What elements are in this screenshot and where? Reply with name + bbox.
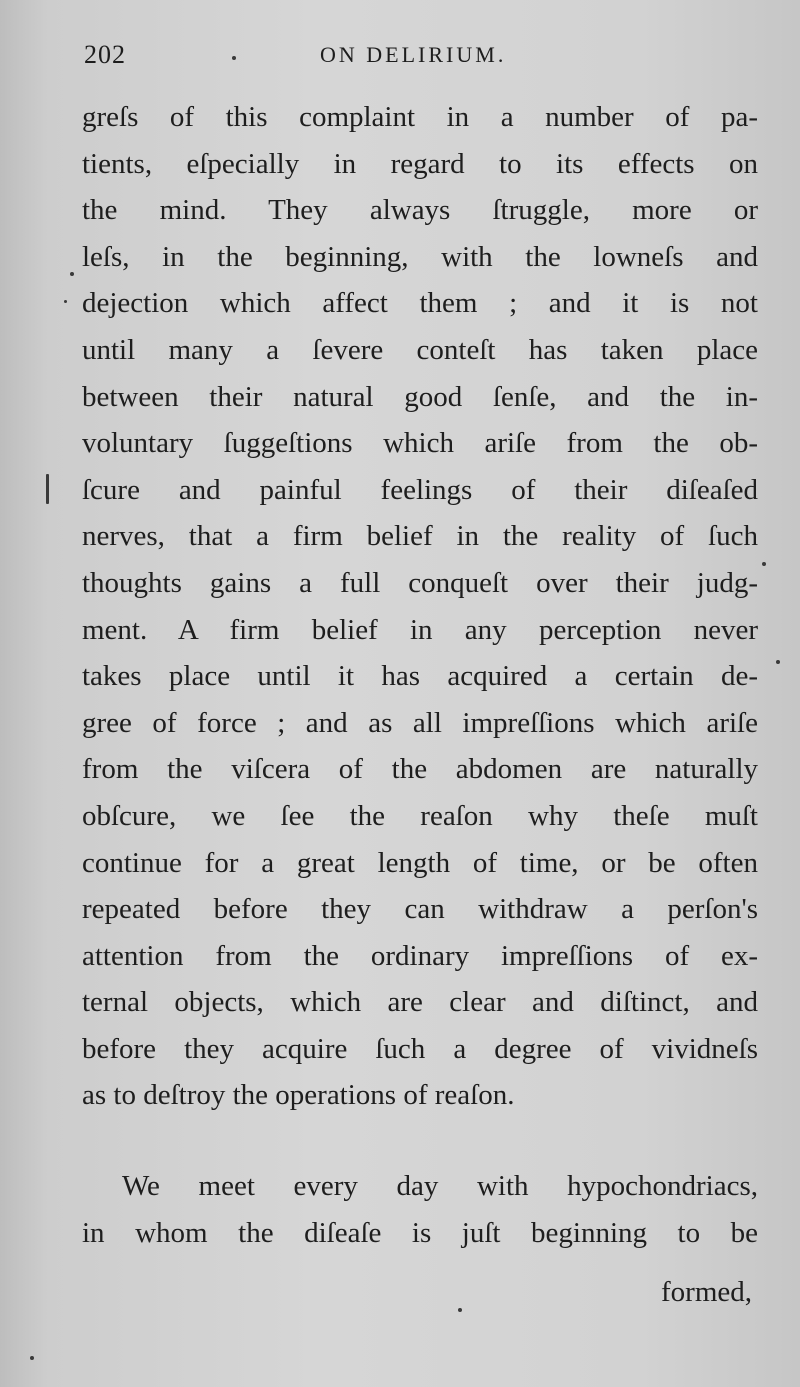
- paragraph-gap: [82, 1119, 758, 1163]
- page-number: 202: [84, 40, 126, 69]
- text-line: takes place until it has acquired a certain de-: [82, 660, 758, 693]
- text-line: from the viſcera of the abdomen are naturally: [82, 753, 758, 786]
- text-line: attention from the ordinary impreſſions of ex-: [82, 939, 758, 972]
- text-line: dejection which affect them ; and it is not: [82, 287, 758, 320]
- text-line: before they acquire ſuch a degree of vividneſs: [82, 1032, 758, 1065]
- text-line: continue for a great length of time, or be often: [82, 846, 758, 879]
- ink-speck: [776, 660, 780, 664]
- text-line: leſs, in the beginning, with the lowneſs and: [82, 240, 758, 273]
- text-line: repeated before they can withdraw a perſon's: [82, 893, 758, 926]
- text-line: We meet every day with hypochondriacs,: [122, 1170, 758, 1203]
- text-line: between their natural good ſenſe, and the in-: [82, 380, 758, 413]
- text-line: ment. A firm belief in any perception never: [82, 613, 758, 646]
- catchword: formed,: [661, 1276, 752, 1308]
- text-line: voluntary ſuggeſtions which ariſe from the ob-: [82, 427, 758, 460]
- text-line: nerves, that a firm belief in the reality of ſuch: [82, 520, 758, 553]
- ink-speck: [70, 272, 74, 276]
- text-line: obſcure, we ſee the reaſon why theſe muſt: [82, 799, 758, 832]
- text-line: as to deſtroy the operations of reaſon.: [82, 1079, 515, 1112]
- ink-speck: [458, 1308, 462, 1312]
- ink-speck: [30, 1356, 34, 1360]
- text-line: ſcure and painful feelings of their diſeaſed: [82, 473, 758, 506]
- ink-speck: [762, 562, 766, 566]
- body-text: [82, 94, 758, 1256]
- text-line: tients, eſpecially in regard to its effects on: [82, 147, 758, 180]
- ink-speck: [232, 56, 236, 60]
- text-line: the mind. They always ſtruggle, more or: [82, 194, 758, 227]
- ink-speck: [46, 474, 49, 504]
- ink-speck: [64, 300, 67, 303]
- text-line: ternal objects, which are clear and diſtinct, and: [82, 986, 758, 1019]
- text-line: until many a ſevere conteſt has taken place: [82, 333, 758, 366]
- text-line: in whom the diſeaſe is juſt beginning to be: [82, 1216, 758, 1249]
- text-line: gree of force ; and as all impreſſions which ariſe: [82, 706, 758, 739]
- page-header: [84, 34, 758, 74]
- running-head: ON DELIRIUM.: [320, 42, 507, 67]
- text-line: thoughts gains a full conqueſt over their judg-: [82, 566, 758, 599]
- text-line: greſs of this complaint in a number of pa-: [82, 101, 758, 133]
